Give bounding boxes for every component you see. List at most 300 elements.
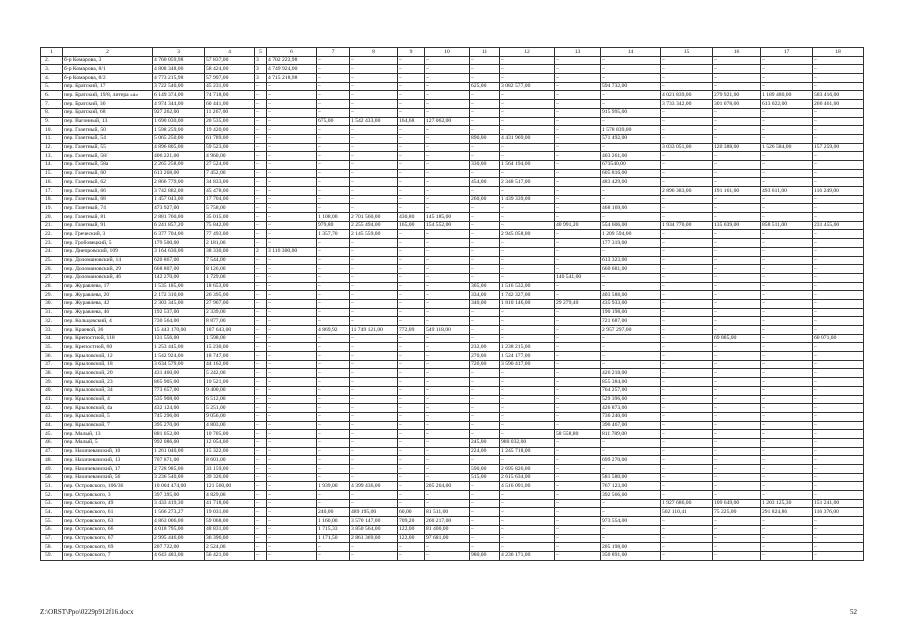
table-row [41, 74, 864, 83]
table-cell: – [398, 82, 425, 91]
table-cell: – [500, 65, 555, 74]
table-cell: – [255, 317, 267, 326]
table-cell: – [425, 195, 470, 204]
table-cell: 2 945 058,00 [500, 230, 555, 239]
table-cell: 35 015,00 [205, 213, 255, 222]
table-cell: – [267, 160, 317, 169]
table-cell: – [761, 404, 813, 413]
table-cell: – [398, 108, 425, 117]
table-cell: – [255, 525, 267, 534]
table-cell: – [761, 551, 813, 560]
table-cell: 57 837,00 [205, 56, 255, 65]
table-cell: – [813, 404, 864, 413]
table-cell: – [761, 386, 813, 395]
table-cell: 6. [41, 91, 63, 100]
table-cell: – [255, 143, 267, 152]
table-cell: – [555, 447, 601, 456]
table-cell: – [425, 256, 470, 265]
table-cell: – [555, 152, 601, 161]
table-cell: – [713, 126, 761, 135]
table-cell: – [555, 482, 601, 491]
table-cell: – [470, 65, 500, 74]
table-cell: 7. [41, 100, 63, 109]
table-cell: – [761, 308, 813, 317]
table-cell: 3 590 417,00 [500, 360, 555, 369]
table-cell: – [500, 126, 555, 135]
table-cell: 4 236 171,00 [500, 551, 555, 560]
table-cell: 426 218,00 [601, 369, 661, 378]
column-header: 17 [761, 48, 813, 57]
table-row [41, 169, 864, 178]
table-cell: 1 526 584,00 [761, 143, 813, 152]
table-cell: 1 238 215,00 [500, 343, 555, 352]
table-cell: 5. [41, 82, 63, 91]
table-cell: 4 803,00 [205, 421, 255, 430]
table-cell: 232,00 [470, 343, 500, 352]
table-cell: 44. [41, 421, 63, 430]
table-cell: – [350, 386, 398, 395]
table-row [41, 369, 864, 378]
table-cell: – [267, 334, 317, 343]
table-cell: – [470, 230, 500, 239]
table-cell: – [601, 352, 661, 361]
table-cell: – [317, 256, 350, 265]
table-cell: 154 552,00 [425, 221, 470, 230]
table-cell: – [555, 369, 601, 378]
table-cell: – [661, 482, 713, 491]
table-cell: – [661, 74, 713, 83]
table-cell: – [398, 465, 425, 474]
table-cell: – [500, 499, 555, 508]
table-cell: – [350, 143, 398, 152]
table-cell: – [661, 230, 713, 239]
table-cell: – [761, 534, 813, 543]
address-cell: пер. Островского, 7 [63, 551, 153, 560]
table-cell: – [761, 152, 813, 161]
table-cell: – [350, 239, 398, 248]
table-cell: – [425, 108, 470, 117]
table-cell: – [317, 273, 350, 282]
table-cell: – [255, 299, 267, 308]
table-cell: 142 270,00 [153, 273, 205, 282]
table-cell: 350 891,00 [601, 551, 661, 560]
table-cell: – [813, 56, 864, 65]
table-cell: – [813, 256, 864, 265]
table-cell: 2 701 560,00 [350, 213, 398, 222]
table-cell: 3 236 540,00 [153, 473, 205, 482]
table-cell: – [255, 230, 267, 239]
table-cell: 4 021 839,00 [661, 91, 713, 100]
table-cell: – [555, 239, 601, 248]
table-cell: 279 921,00 [713, 91, 761, 100]
table-cell: – [398, 343, 425, 352]
footer-page-number: 52 [850, 608, 857, 616]
table-cell: – [425, 430, 470, 439]
address-cell: пер. Крыловской, 34 [63, 386, 153, 395]
table-cell: – [350, 421, 398, 430]
table-cell: – [470, 213, 500, 222]
table-cell: – [267, 499, 317, 508]
table-cell: – [761, 82, 813, 91]
table-cell: – [661, 273, 713, 282]
table-cell: 1 245 718,00 [500, 447, 555, 456]
table-cell: – [713, 152, 761, 161]
table-cell: – [601, 100, 661, 109]
table-cell: – [317, 438, 350, 447]
table-cell: – [425, 230, 470, 239]
table-cell: – [555, 317, 601, 326]
table-cell: – [267, 134, 317, 143]
table-cell: – [813, 82, 864, 91]
table-cell: 179 500,00 [153, 239, 205, 248]
table-cell: 1 934 770,00 [661, 221, 713, 230]
table-cell: – [425, 282, 470, 291]
table-cell: – [761, 65, 813, 74]
table-cell: – [350, 178, 398, 187]
address-cell: пер. Нахичеванский, 10 [63, 447, 153, 456]
table-cell: – [470, 404, 500, 413]
table-cell: – [350, 100, 398, 109]
table-cell: 992 086,00 [153, 438, 205, 447]
table-row [41, 430, 864, 439]
table-cell: 403 588,00 [601, 291, 661, 300]
table-cell: – [761, 343, 813, 352]
table-cell: – [601, 499, 661, 508]
table-cell: – [813, 291, 864, 300]
table-cell: – [500, 256, 555, 265]
table-cell: – [317, 352, 350, 361]
table-cell: 571 492,00 [601, 134, 661, 143]
table-cell: – [425, 456, 470, 465]
table-cell: 397 395,00 [153, 491, 205, 500]
table-cell: 59 068,00 [205, 517, 255, 526]
table-cell: – [350, 395, 398, 404]
table-cell: – [255, 221, 267, 230]
table-cell: – [425, 352, 470, 361]
table-cell: – [470, 491, 500, 500]
address-cell: пер. Кольцовский, 4 [63, 317, 153, 326]
table-row [41, 56, 864, 65]
address-cell: пер. Доломановский, 46 [63, 273, 153, 282]
table-cell: 191 161,00 [713, 187, 761, 196]
table-cell: – [255, 82, 267, 91]
table-row [41, 108, 864, 117]
table-cell: 58 424,00 [205, 65, 255, 74]
table-cell: – [761, 482, 813, 491]
table-cell: – [317, 395, 350, 404]
table-cell: 58 558,80 [555, 430, 601, 439]
table-row [41, 299, 864, 308]
table-cell: 3 082 577,00 [500, 82, 555, 91]
table-cell: 35. [41, 343, 63, 352]
table-cell: 55. [41, 517, 63, 526]
table-cell: 15 230,00 [205, 343, 255, 352]
table-cell: – [555, 126, 601, 135]
table-cell: – [255, 152, 267, 161]
table-cell: 9 056,00 [205, 412, 255, 421]
table-cell: – [500, 317, 555, 326]
table-cell: – [398, 412, 425, 421]
table-cell: 772,09 [398, 326, 425, 335]
table-cell: 13. [41, 152, 63, 161]
table-cell: – [761, 265, 813, 274]
table-cell: 1 439 339,00 [500, 195, 555, 204]
address-cell: пер. Островского, 66 [63, 525, 153, 534]
table-cell: – [350, 273, 398, 282]
table-cell: – [350, 343, 398, 352]
column-header: 12 [500, 48, 555, 57]
table-cell: – [255, 334, 267, 343]
table-cell: 29 279,40 [555, 299, 601, 308]
table-cell: 2 [255, 247, 267, 256]
table-cell: – [255, 134, 267, 143]
address-cell: пер. Гробовецкий, 5 [63, 239, 153, 248]
table-cell: 764 257,00 [601, 386, 661, 395]
table-cell: – [813, 343, 864, 352]
column-header: 13 [555, 48, 601, 57]
table-cell: 406 221,00 [153, 152, 205, 161]
address-cell: пер. Крыловской, 12 [63, 352, 153, 361]
table-cell: – [500, 56, 555, 65]
table-cell: – [255, 265, 267, 274]
address-cell: пер. Крыловской, 23 [63, 378, 153, 387]
table-cell: 4 863 006,00 [153, 517, 205, 526]
table-cell: – [601, 247, 661, 256]
table-cell: 224,00 [470, 447, 500, 456]
table-cell: 673540,00 [601, 160, 661, 169]
table-cell: – [500, 308, 555, 317]
table-cell: – [425, 386, 470, 395]
table-cell: – [317, 360, 350, 369]
table-cell: – [713, 534, 761, 543]
table-cell: – [255, 187, 267, 196]
table-cell: 613 268,00 [153, 169, 205, 178]
table-cell: – [813, 195, 864, 204]
table-cell: – [398, 152, 425, 161]
table-cell: 811 789,00 [601, 430, 661, 439]
table-cell: – [500, 169, 555, 178]
table-cell: – [317, 91, 350, 100]
address-cell: пер. Газетный, 66 [63, 187, 153, 196]
table-cell: 10 521,00 [205, 378, 255, 387]
table-cell: – [555, 412, 601, 421]
table-cell: – [761, 126, 813, 135]
column-header: 18 [813, 48, 864, 57]
table-cell: – [350, 447, 398, 456]
table-cell: 613 323,00 [601, 256, 661, 265]
table-row [41, 100, 864, 109]
table-cell: – [661, 213, 713, 222]
table-cell: 403 261,00 [601, 152, 661, 161]
table-cell: 28. [41, 282, 63, 291]
table-cell: – [661, 421, 713, 430]
table-cell: 890,00 [470, 134, 500, 143]
table-cell: – [713, 473, 761, 482]
table-cell: – [661, 456, 713, 465]
table-row [41, 265, 864, 274]
table-cell: – [470, 126, 500, 135]
table-cell: – [813, 265, 864, 274]
table-row [41, 386, 864, 395]
table-cell: – [267, 265, 317, 274]
table-cell: – [470, 265, 500, 274]
table-cell: – [317, 404, 350, 413]
table-cell: – [317, 430, 350, 439]
table-cell: – [267, 178, 317, 187]
table-cell: 77 493,00 [205, 230, 255, 239]
table-cell: 3 [255, 56, 267, 65]
table-cell: 270,00 [470, 352, 500, 361]
table-cell: – [761, 108, 813, 117]
table-cell: – [317, 239, 350, 248]
column-header: 14 [601, 48, 661, 57]
table-cell: 468 169,00 [601, 204, 661, 213]
table-cell: – [555, 491, 601, 500]
table-cell: – [350, 291, 398, 300]
column-header: 8 [350, 48, 398, 57]
table-cell: – [661, 369, 713, 378]
table-cell: – [350, 256, 398, 265]
table-cell: – [761, 195, 813, 204]
table-cell: – [470, 221, 500, 230]
table-cell: – [255, 491, 267, 500]
table-cell: 23. [41, 239, 63, 248]
table-cell: – [398, 239, 425, 248]
table-cell: – [500, 117, 555, 126]
table-cell: – [317, 343, 350, 352]
table-cell: – [317, 178, 350, 187]
table-row [41, 343, 864, 352]
table-cell: – [761, 456, 813, 465]
table-cell: – [350, 456, 398, 465]
table-cell: – [555, 386, 601, 395]
table-row [41, 491, 864, 500]
table-row [41, 378, 864, 387]
table-row [41, 499, 864, 508]
table-cell: – [661, 82, 713, 91]
table-cell: – [661, 239, 713, 248]
table-cell: 37. [41, 360, 63, 369]
address-cell: пер. Малый, 13 [63, 430, 153, 439]
column-header: 6 [267, 48, 317, 57]
address-cell: пер. Островского, 67 [63, 534, 153, 543]
table-cell: 122,00 [398, 534, 425, 543]
table-cell: 58. [41, 543, 63, 552]
table-cell: – [255, 273, 267, 282]
table-cell: – [761, 291, 813, 300]
table-cell: – [713, 491, 761, 500]
table-cell: 3 722 540,00 [153, 82, 205, 91]
table-cell: – [555, 178, 601, 187]
table-cell: – [813, 230, 864, 239]
table-cell: – [713, 74, 761, 83]
address-cell: пер. Газетный, 50 [63, 126, 153, 135]
table-cell: – [661, 126, 713, 135]
table-cell: – [601, 117, 661, 126]
table-cell: – [267, 517, 317, 526]
table-cell: – [317, 308, 350, 317]
table-cell: 493 611,00 [761, 187, 813, 196]
table-cell: – [500, 534, 555, 543]
table-cell: – [713, 169, 761, 178]
column-header: 7 [317, 48, 350, 57]
table-cell: – [713, 438, 761, 447]
table-cell: – [470, 308, 500, 317]
table-cell: 4 516 091,00 [500, 482, 555, 491]
table-cell: – [500, 187, 555, 196]
table-cell: – [661, 447, 713, 456]
table-cell: – [470, 430, 500, 439]
table-cell: 1 261 040,00 [153, 447, 205, 456]
table-row [41, 187, 864, 196]
table-row [41, 551, 864, 560]
table-cell: – [761, 178, 813, 187]
table-cell: – [500, 239, 555, 248]
table-cell: – [761, 395, 813, 404]
table-cell: – [470, 117, 500, 126]
column-header: 9 [398, 48, 425, 57]
table-cell: 1 457 043,00 [153, 195, 205, 204]
table-cell: 5 758,00 [205, 204, 255, 213]
table-cell: – [350, 82, 398, 91]
table-cell: – [713, 343, 761, 352]
table-cell: – [398, 447, 425, 456]
table-cell: 2 348 517,00 [500, 178, 555, 187]
table-cell: 1 209 594,00 [601, 230, 661, 239]
table-cell: 699 270,00 [601, 456, 661, 465]
table-cell: – [255, 169, 267, 178]
table-cell: – [555, 247, 601, 256]
table-cell: – [317, 204, 350, 213]
table-cell: – [398, 195, 425, 204]
address-cell: пер. Газетный, 91 [63, 221, 153, 230]
table-cell: – [255, 369, 267, 378]
table-cell: – [555, 404, 601, 413]
table-cell: – [255, 117, 267, 126]
table-cell: – [425, 499, 470, 508]
table-cell: – [267, 143, 317, 152]
table-cell: 29. [41, 291, 63, 300]
table-cell: 980,00 [470, 551, 500, 560]
table-cell: – [601, 343, 661, 352]
table-cell: – [425, 74, 470, 83]
table-cell: 48. [41, 456, 63, 465]
table-cell: – [555, 334, 601, 343]
table-cell: – [661, 404, 713, 413]
table-cell: 390 467,00 [601, 421, 661, 430]
table-cell: – [713, 360, 761, 369]
table-cell: – [813, 169, 864, 178]
table-cell: 27 524,00 [205, 160, 255, 169]
table-cell: – [761, 56, 813, 65]
table-cell: – [500, 74, 555, 83]
table-cell: – [470, 482, 500, 491]
table-row [41, 126, 864, 135]
table-cell: 41. [41, 395, 63, 404]
table-cell: – [350, 204, 398, 213]
table-cell: – [425, 143, 470, 152]
table-cell: – [425, 239, 470, 248]
table-cell: 116 249,00 [813, 187, 864, 196]
table-cell: – [601, 65, 661, 74]
table-cell: – [255, 465, 267, 474]
table-cell: – [761, 299, 813, 308]
table-cell: 52. [41, 491, 63, 500]
table-cell: – [398, 543, 425, 552]
table-cell: – [350, 352, 398, 361]
table-header-row [41, 48, 864, 57]
table-cell: 730 564,00 [153, 317, 205, 326]
